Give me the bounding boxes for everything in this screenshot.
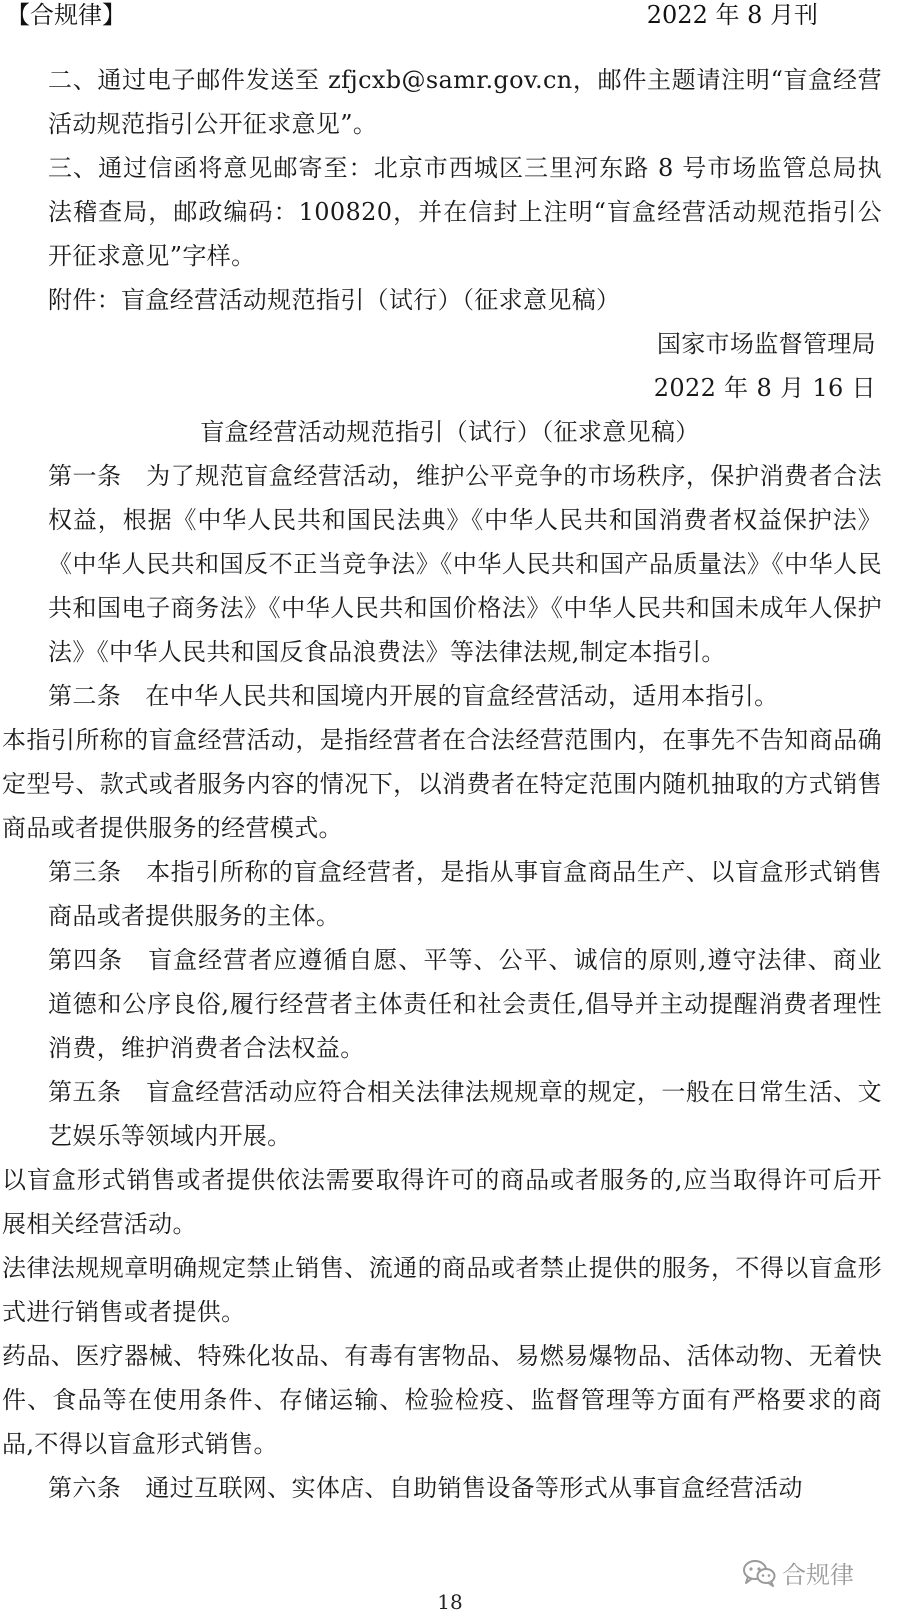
document-body (0, 58, 900, 1510)
article-1: 第一条 为了规范盲盒经营活动，维护公平竞争的市场秩序，保护消费者合法权益，根据《中华人民共和国民法典》《中华人民共和国消费者权益保护法》《中华人民共和国反不正当竞争法》《中华人民共和国产品质量法》《中华人民共和国电子商务法》《中华人民共和国价格法》《中华人民共和国未成年人保护法》《中华人民共和国反食品浪费法》等法律法规,制定本指引。 (48, 462, 882, 666)
watermark-text: 合规律 (782, 1561, 854, 1589)
article-5-restricted-goods: 药品、医疗器械、特殊化妆品、有毒有害物品、易燃易爆物品、活体动物、无着快件、食品等在使用条件、存储运输、检验检疫、监督管理等方面有严格要求的商品,不得以盲盒形式销售。 (2, 1342, 882, 1458)
paragraph-mail-submission: 三、通过信函将意见邮寄至：北京市西城区三里河东路 8 号市场监管总局执法稽查局，邮政编码：100820，并在信封上注明“盲盒经营活动规范指引公开征求意见”字样。 (48, 154, 882, 270)
article-6: 第六条 通过互联网、实体店、自助销售设备等形式从事盲盒经营活动 (48, 1474, 803, 1502)
publication-name: 【合规律】 (6, 1, 126, 29)
signature-date: 2022 年 8 月 16 日 (653, 374, 876, 402)
article-2: 第二条 在中华人民共和国境内开展的盲盒经营活动，适用本指引。 (48, 682, 779, 710)
paragraph-attachment: 附件：盲盒经营活动规范指引（试行）（征求意见稿） (48, 286, 621, 314)
paragraph-email-submission: 二、通过电子邮件发送至 zfjcxb@samr.gov.cn，邮件主题请注明“盲盒经营活动规范指引公开征求意见”。 (48, 66, 882, 138)
source-watermark (742, 1555, 854, 1590)
article-5-prohibited: 法律法规规章明确规定禁止销售、流通的商品或者禁止提供的服务，不得以盲盒形式进行销售或者提供。 (2, 1254, 882, 1326)
article-2-definition: 本指引所称的盲盒经营活动，是指经营者在合法经营范围内，在事先不告知商品确定型号、款式或者服务内容的情况下，以消费者在特定范围内随机抽取的方式销售商品或者提供服务的经营模式。 (2, 726, 882, 842)
page-number: 18 (437, 1590, 463, 1614)
article-3: 第三条 本指引所称的盲盒经营者，是指从事盲盒商品生产、以盲盒形式销售商品或者提供服务的主体。 (48, 858, 882, 930)
signature-organization: 国家市场监督管理局 (656, 330, 876, 358)
wechat-icon (742, 1559, 776, 1587)
issue-date: 2022 年 8 月刊 (646, 1, 818, 29)
article-5-licensing: 以盲盒形式销售或者提供依法需要取得许可的商品或者服务的,应当取得许可后开展相关经营活动。 (2, 1166, 882, 1238)
document-title: 盲盒经营活动规范指引（试行）（征求意见稿） (200, 418, 700, 446)
article-5: 第五条 盲盒经营活动应符合相关法律法规规章的规定，一般在日常生活、文艺娱乐等领域内开展。 (48, 1078, 882, 1150)
article-4: 第四条 盲盒经营者应遵循自愿、平等、公平、诚信的原则,遵守法律、商业道德和公序良俗,履行经营者主体责任和社会责任,倡导并主动提醒消费者理性消费，维护消费者合法权益。 (48, 946, 882, 1062)
